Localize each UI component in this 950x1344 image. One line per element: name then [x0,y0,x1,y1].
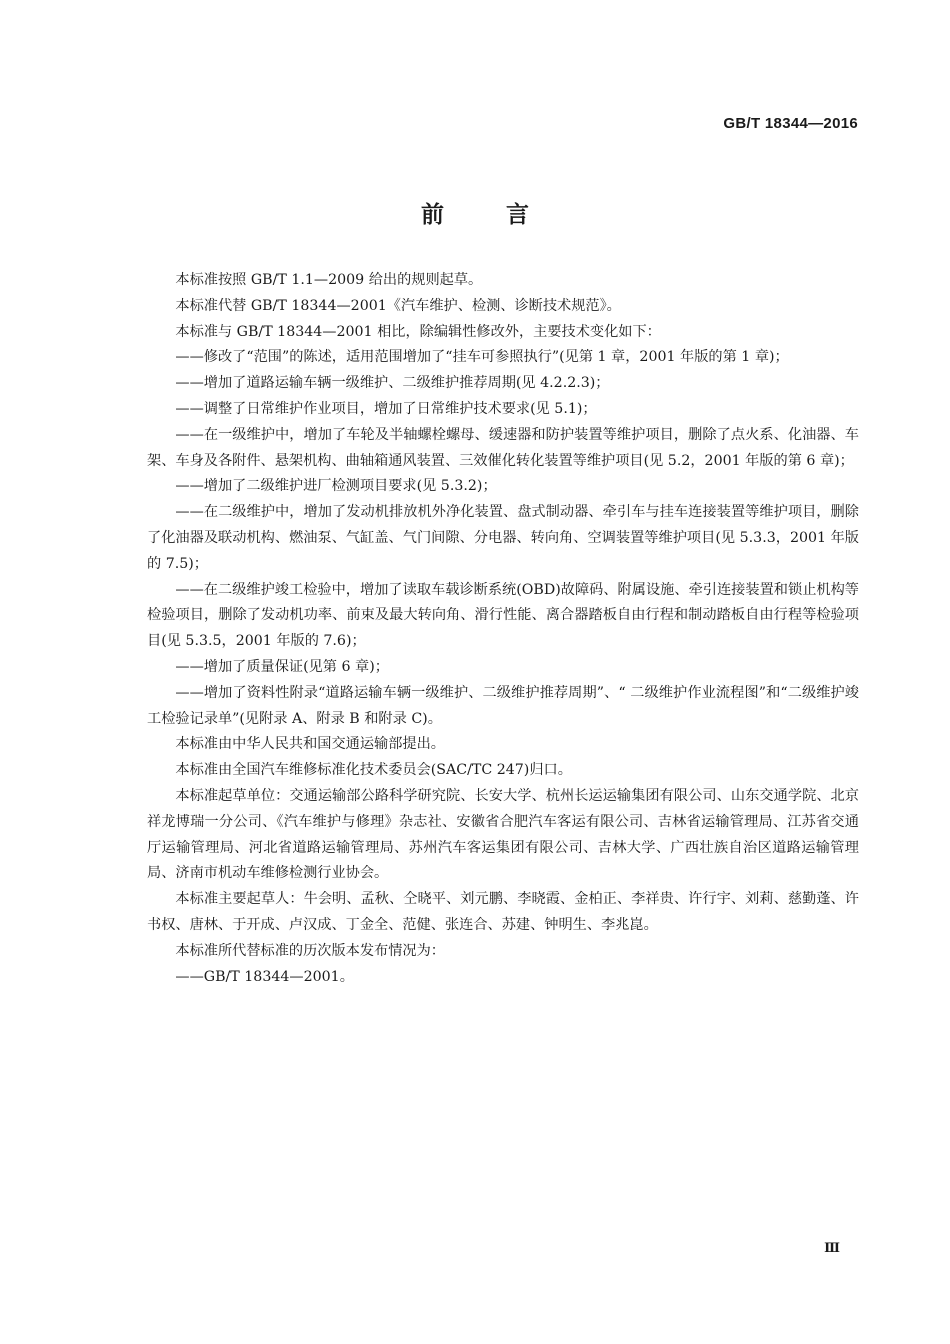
paragraph: 本标准起草单位：交通运输部公路科学研究院、长安大学、杭州长运运输集团有限公司、山东交通学院、北京祥龙博瑞一分公司、《汽车维护与修理》杂志社、安徽省合肥汽车客运有限公司、吉林省运输管理局、江苏省交通厅运输管理局、河北省道路运输管理局、苏州汽车客运集团有限公司、吉林大学、广西壮族自治区道路运输管理局、济南市机动车维修检测行业协会。 [147,787,859,882]
change-item: ——在二级维护竣工检验中，增加了读取车载诊断系统(OBD)故障码、附属设施、牵引连接装置和锁止机构等检验项目，删除了发动机功率、前束及最大转向角、滑行性能、离合器踏板自由行程和制动踏板自由行程等检验项目(见 5.3.5，2001 年版的 7.6)； [147,581,859,650]
standard-code: GB/T 18344—2016 [723,115,858,132]
change-item: ——增加了资料性附录“道路运输车辆一级维护、二级维护推荐周期”、“ 二级维护作业流程图”和“二级维护竣工检验记录单”(见附录 A、附录 B 和附录 C)。 [147,684,859,727]
change-item: ——增加了二级维护进厂检测项目要求(见 5.3.2)； [175,478,497,495]
change-item: ——增加了道路运输车辆一级维护、二级维护推荐周期(见 4.2.2.3)； [175,375,610,392]
change-item: ——调整了日常维护作业项目，增加了日常维护技术要求(见 5.1)； [175,400,597,417]
change-item: ——在二级维护中，增加了发动机排放机外净化装置、盘式制动器、牵引车与挂车连接装置等维护项目，删除了化油器及联动机构、燃油泵、气缸盖、气门间隙、分电器、转向角、空调装置等维护项目(见 5.3.3，2001 年版的 7.5)； [147,504,859,572]
history-item: ——GB/T 18344—2001。 [175,968,354,985]
document-body [147,268,859,990]
paragraph: 本标准由中华人民共和国交通运输部提出。 [175,736,445,753]
change-item: ——修改了“范围”的陈述，适用范围增加了“挂车可参照执行”(见第 1 章，2001 年版的第 1 章)； [175,349,789,366]
paragraph: 本标准与 GB/T 18344—2001 相比，除编辑性修改外，主要技术变化如下： [175,323,661,340]
paragraph: 本标准按照 GB/T 1.1—2009 给出的规则起草。 [175,272,483,288]
paragraph: 本标准由全国汽车维修标准化技术委员会(SAC/TC 247)归口。 [175,762,572,779]
paragraph: 本标准代替 GB/T 18344—2001《汽车维护、检测、诊断技术规范》。 [175,297,621,314]
page-number: Ⅲ [824,1241,840,1256]
paragraph: 本标准主要起草人：牛会明、孟秋、仝晓平、刘元鹏、李晓霞、金柏正、李祥贵、许行宇、刘莉、慈勤蓬、许书权、唐林、于开成、卢汉成、丁金全、范健、张连合、苏建、钟明生、李兆崑。 [147,891,859,933]
paragraph: 本标准所代替标准的历次版本发布情况为： [175,942,445,959]
change-item: ——在一级维护中，增加了车轮及半轴螺栓螺母、缓速器和防护装置等维护项目，删除了点火系、化油器、车架、车身及各附件、悬架机构、曲轴箱通风装置、三效催化转化装置等维护项目(见 5.2，2001 年版的第 6 章)； [147,426,859,469]
change-item: ——增加了质量保证(见第 6 章)； [175,658,389,675]
page-title: 前言 [421,202,591,228]
